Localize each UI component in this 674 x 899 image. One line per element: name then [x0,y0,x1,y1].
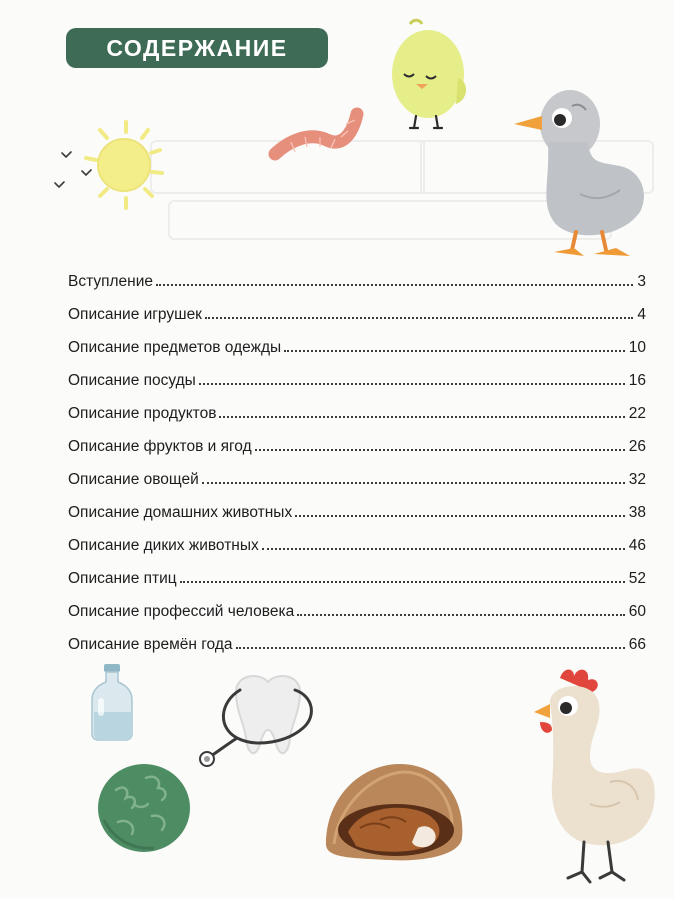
toc-page-number: 38 [628,504,646,521]
worm-icon [265,102,375,167]
dot-leader [180,581,625,583]
toc-label: Описание овощей [68,471,199,488]
dot-leader [262,548,625,550]
bleed-through-box [420,140,425,194]
toc-label: Описание профессий человека [68,603,295,620]
toc-page-number: 22 [628,405,646,422]
toc-page-number: 4 [637,306,646,323]
toc-row[interactable] [68,291,646,324]
mushroom-icon [320,758,470,868]
toc-label: Описание птиц [68,570,177,587]
table-of-contents [68,258,646,654]
toc-label: Описание продуктов [68,405,217,422]
toc-row[interactable] [68,555,646,588]
dot-leader [205,317,633,319]
bird-flock-icon [52,145,112,195]
page-title: СОДЕРЖАНИЕ [66,28,328,68]
stethoscope-icon [195,682,325,772]
bottle-icon [88,662,138,742]
toc-row[interactable] [68,456,646,489]
toc-page-number: 60 [628,603,646,620]
cabbage-icon [94,760,194,855]
toc-row[interactable] [68,390,646,423]
dot-leader [202,482,625,484]
toc-page-number: 32 [628,471,646,488]
toc-label: Описание посуды [68,372,196,389]
toc-page-number: 3 [637,273,646,290]
dot-leader [297,614,625,616]
toc-label: Описание времён года [68,636,233,653]
dot-leader [156,284,633,286]
toc-page-number: 66 [628,636,646,653]
toc-label: Вступление [68,273,154,290]
dot-leader [284,350,625,352]
dot-leader [199,383,625,385]
toc-row[interactable] [68,522,646,555]
toc-page-number: 10 [628,339,646,356]
toc-page-number: 26 [628,438,646,455]
toc-row[interactable] [68,423,646,456]
toc-row[interactable] [68,489,646,522]
dot-leader [236,647,625,649]
toc-label: Описание фруктов и ягод [68,438,252,455]
chick-icon [380,18,480,133]
toc-label: Описание диких животных [68,537,259,554]
gosling-icon [510,82,660,272]
toc-page-number: 16 [628,372,646,389]
toc-label: Описание игрушек [68,306,202,323]
toc-row[interactable] [68,324,646,357]
toc-row[interactable] [68,621,646,654]
toc-row[interactable] [68,357,646,390]
dot-leader [255,449,625,451]
toc-label: Описание домашних животных [68,504,293,521]
toc-page-number: 52 [628,570,646,587]
toc-row[interactable] [68,258,646,291]
hen-icon [520,664,665,889]
dot-leader [295,515,625,517]
dot-leader [219,416,624,418]
toc-page-number: 46 [628,537,646,554]
toc-row[interactable] [68,588,646,621]
toc-label: Описание предметов одежды [68,339,282,356]
